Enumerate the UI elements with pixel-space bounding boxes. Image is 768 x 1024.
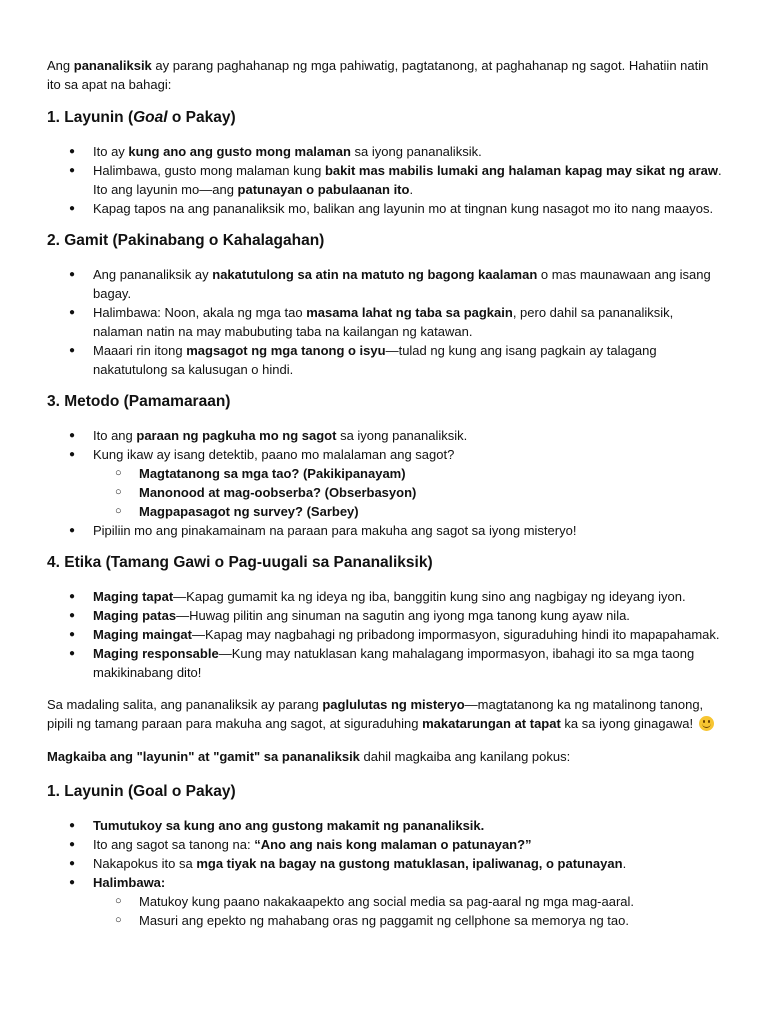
section-1-heading (47, 108, 725, 128)
section-4-heading: 4. Etika (Tamang Gawi o Pag-uugali sa Pananaliksik) (47, 554, 433, 571)
sub-list-item: ○ Matukoy kung paano nakakaapekto ang social media sa pag-aaral ng mga mag-aaral. (47, 892, 725, 911)
list-item: ● Maging patas—Huwag pilitin ang sinuman na sagutin ang iyong mga tanong kung ayaw nila. (47, 606, 725, 625)
list-item: ● Halimbawa: (47, 873, 725, 892)
intro-paragraph (47, 56, 725, 94)
sub-list-item: ○ Manonood at mag-oobserba? (Obserbasyon) (47, 483, 725, 502)
list-item: ● Halimbawa: Noon, akala ng mga tao masama lahat ng taba sa pagkain, pero dahil sa pananaliksik, nalaman natin na may mabubuting taba na kailangan ng katawan. (47, 303, 725, 341)
intro-text-2: ay parang paghahanap ng mga pahiwatig, pagtatanong, at paghahanap ng sagot. Hahatiin natin ito sa apat na bahagi: (47, 58, 709, 92)
section-2-list (47, 265, 725, 379)
sub-list-item: ○ Magpapasagot ng survey? (Sarbey) (47, 502, 725, 521)
heading-text-2: o Pakay) (167, 109, 236, 126)
list-item: ● Maging maingat—Kapag may nagbahagi ng pribadong impormasyon, siguraduhing hindi ito mapapahamak. (47, 625, 725, 644)
list-item: ● Ito ay kung ano ang gusto mong malaman sa iyong pananaliksik. (47, 142, 725, 161)
heading-italic: Goal (133, 109, 168, 126)
sub-list-item: ○ Magtatanong sa mga tao? (Pakikipanayam) (47, 464, 725, 483)
smiling-face-emoji-icon (699, 716, 714, 731)
document-page (47, 56, 725, 943)
sub-list-item: ○ Masuri ang epekto ng mahabang oras ng paggamit ng cellphone sa memorya ng tao. (47, 911, 725, 930)
list-item: ● Maaari rin itong magsagot ng mga tanong o isyu—tulad ng kung ang isang pagkain ay talagang nakatutulong sa kalusugan o hindi. (47, 341, 725, 379)
list-item: ● Ito ang paraan ng pagkuha mo ng sagot sa iyong pananaliksik. (47, 426, 725, 445)
list-item: ● Ang pananaliksik ay nakatutulong sa atin na matuto ng bagong kaalaman o mas maunawaan ang isang bagay. (47, 265, 725, 303)
section-5-heading: 1. Layunin (Goal o Pakay) (47, 783, 236, 800)
heading-text: 1. Layunin ( (47, 109, 134, 126)
list-item: ● Kung ikaw ay isang detektib, paano mo malalaman ang sagot? (47, 445, 725, 464)
list-item: ● Tumutukoy sa kung ano ang gustong makamit ng pananaliksik. (47, 816, 725, 835)
list-item: ● Kapag tapos na ang pananaliksik mo, balikan ang layunin mo at tingnan kung nasagot mo ito nang maayos. (47, 199, 725, 218)
section-2-heading: 2. Gamit (Pakinabang o Kahalagahan) (47, 232, 325, 249)
list-item: ● Nakapokus ito sa mga tiyak na bagay na gustong matuklasan, ipaliwanag, o patunayan. (47, 854, 725, 873)
section-3-heading: 3. Metodo (Pamamaraan) (47, 393, 231, 410)
section-1-list (47, 142, 725, 218)
list-item: ● Maging tapat—Kapag gumamit ka ng ideya ng iba, banggitin kung sino ang nagbigay ng ideyang iyon. (47, 587, 725, 606)
list-item: ● Pipiliin mo ang pinakamainam na paraan para makuha ang sagot sa iyong misteryo! (47, 521, 725, 540)
list-item: ● Maging responsable—Kung may natuklasan kang mahalagang impormasyon, ibahagi ito sa mga taong makikinabang dito! (47, 644, 725, 682)
list-item: ● Halimbawa, gusto mong malaman kung bakit mas mabilis lumaki ang halaman kapag may sikat ng araw. Ito ang layunin mo—ang patunayan o pabulaanan ito. (47, 161, 725, 199)
intro-bold: pananaliksik (73, 58, 152, 73)
intro-text: Ang (47, 58, 74, 73)
section-3-list (47, 426, 725, 540)
list-item: ● Ito ang sagot sa tanong na: “Ano ang nais kong malaman o patunayan?” (47, 835, 725, 854)
contrast-paragraph: Magkaiba ang "layunin" at "gamit" sa pananaliksik dahil magkaiba ang kanilang pokus: (47, 749, 571, 764)
summary-paragraph: Sa madaling salita, ang pananaliksik ay parang paglulutas ng misteryo—magtatanong ka ng matalinong tanong, pipili ng tamang paraan para makuha ang sagot, at siguraduhing makatarungan at tapat ka sa iyong ginagawa! (47, 695, 725, 733)
section-4-list (47, 587, 725, 682)
section-5-list (47, 816, 725, 930)
